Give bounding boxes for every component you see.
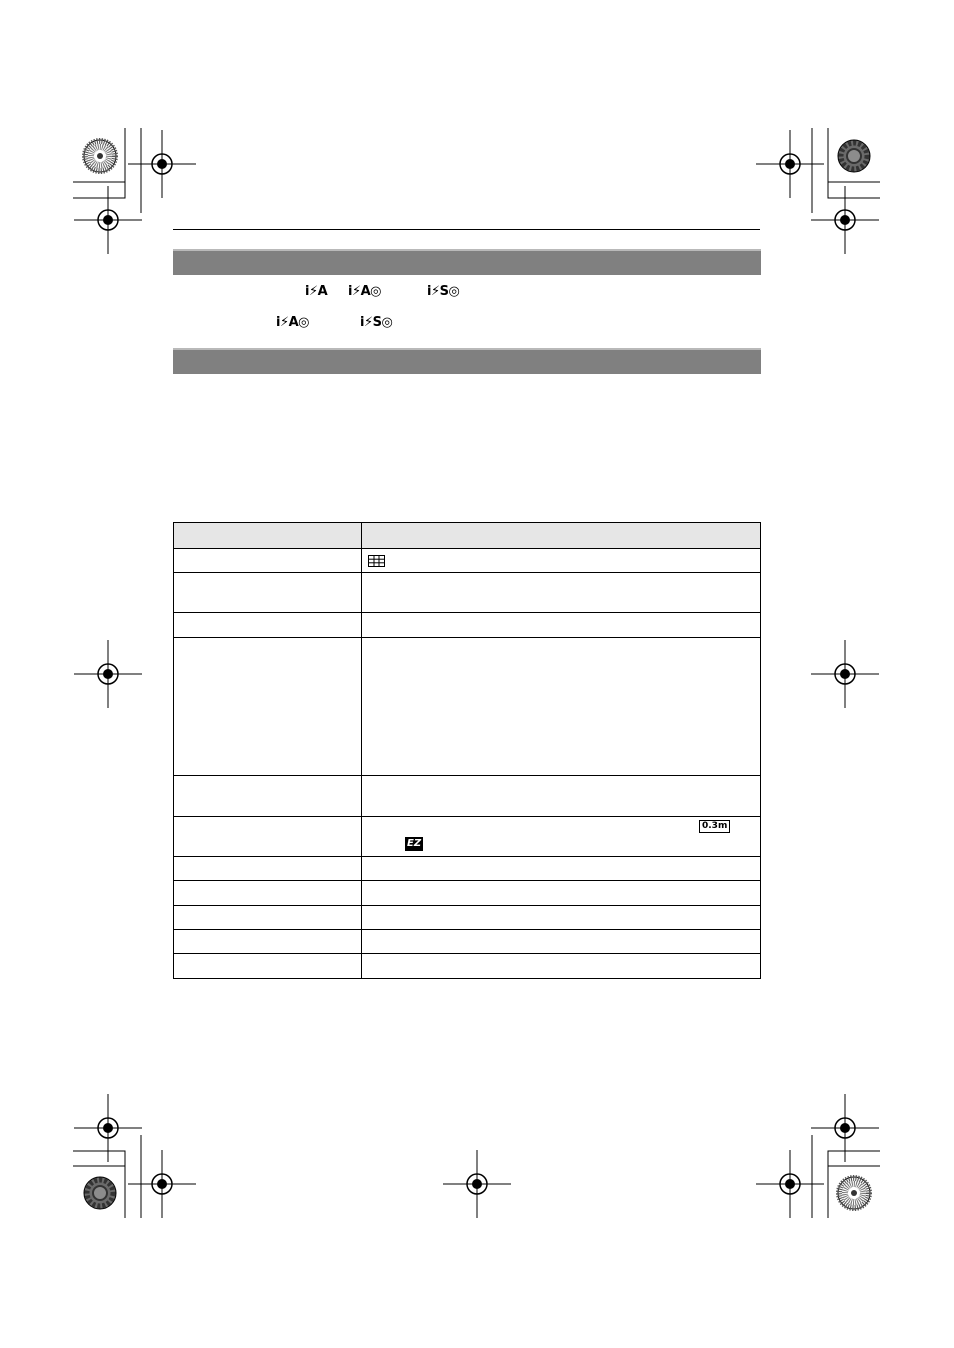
grid-icon bbox=[368, 555, 385, 567]
table-header-row bbox=[174, 523, 761, 549]
flash-slow-redeye-icon: i⚡S◎ bbox=[360, 315, 393, 330]
flash-auto-redeye-icon: i⚡A◎ bbox=[348, 284, 381, 299]
table-row bbox=[174, 613, 761, 638]
section-bar-1 bbox=[173, 249, 761, 275]
flash-auto-icon: i⚡A bbox=[305, 284, 328, 299]
table-row bbox=[174, 573, 761, 613]
ez-zoom-icon: EZ bbox=[407, 838, 422, 849]
flash-auto-redeye-icon: i⚡A◎ bbox=[276, 315, 309, 330]
table-row bbox=[174, 776, 761, 817]
table-row bbox=[174, 549, 761, 573]
section-bar-2 bbox=[173, 348, 761, 374]
table-row bbox=[174, 881, 761, 906]
table-row bbox=[174, 817, 761, 857]
table-row bbox=[174, 954, 761, 979]
flash-slow-redeye-icon: i⚡S◎ bbox=[427, 284, 460, 299]
table-row bbox=[174, 857, 761, 881]
table-row bbox=[174, 906, 761, 930]
table-row bbox=[174, 638, 761, 776]
header-rule bbox=[173, 229, 760, 230]
distance-badge-icon: 0.3m bbox=[699, 820, 730, 833]
settings-table bbox=[173, 522, 761, 979]
table-row bbox=[174, 930, 761, 954]
